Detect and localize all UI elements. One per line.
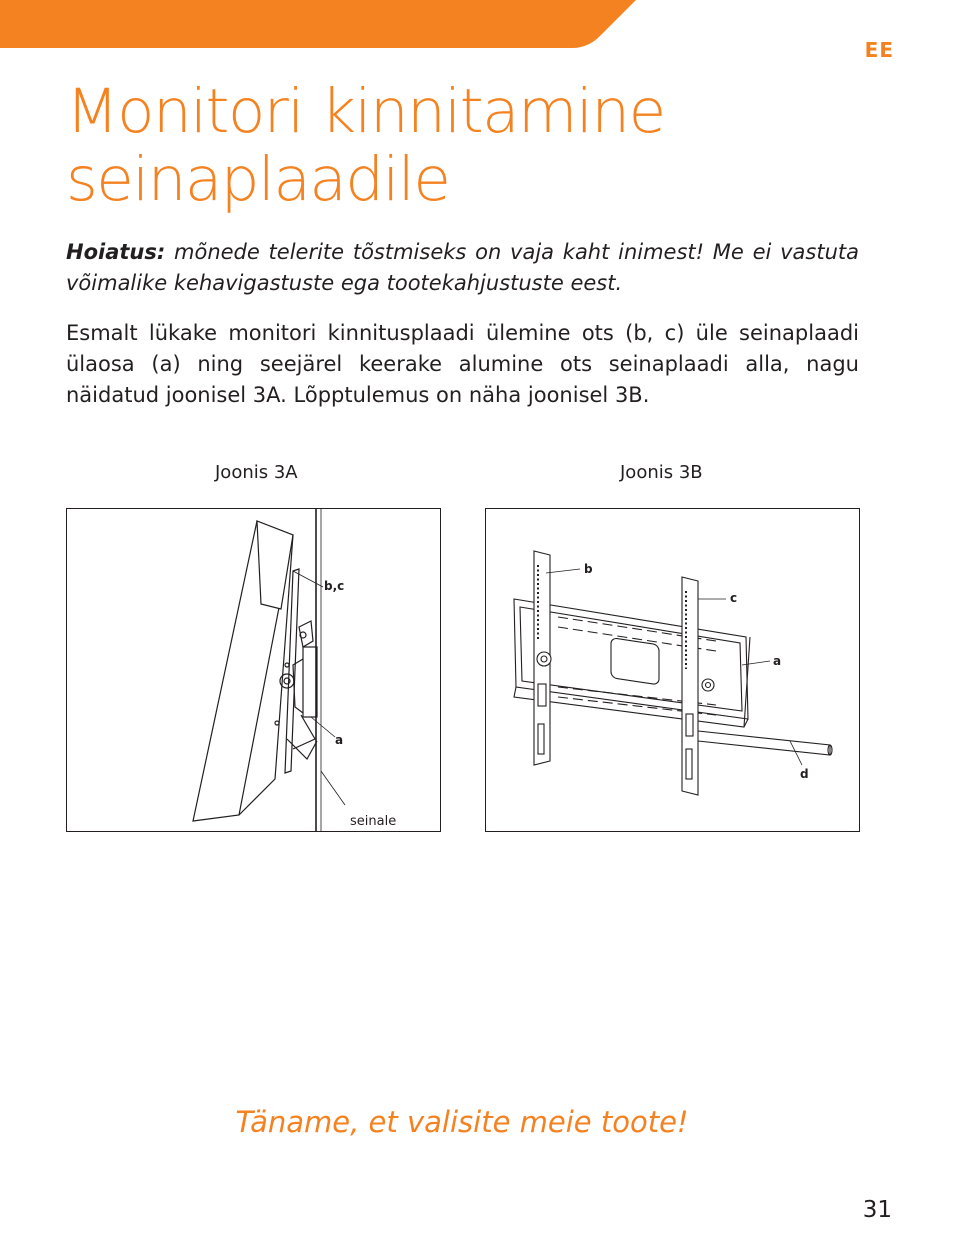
figure-3a-drawing — [67, 509, 440, 831]
language-code: EE — [864, 38, 894, 62]
label-b: b — [584, 562, 593, 576]
label-a: a — [773, 654, 782, 668]
figure-3b-drawing — [486, 509, 859, 831]
label-b-c: b,c — [324, 579, 345, 593]
title-line-1: Monitori kinnitamine — [66, 76, 665, 147]
figure-3a-caption: Joonis 3A — [215, 462, 298, 483]
label-wall: seinale — [350, 814, 397, 829]
instructions-paragraph: Esmalt lükake monitori kinnitusplaadi ülemine ots (b, c) üle seinaplaadi ülaosa (a) ning seejärel keerake alumine ots seinaplaadi alla, nagu näidatud joonisel 3A. Lõpptulemus on näha joonisel 3B. — [66, 321, 859, 407]
warning-label: Hoiatus: — [66, 240, 166, 264]
figure-3b-caption: Joonis 3B — [620, 462, 703, 483]
label-a: a — [335, 733, 344, 747]
warning-text: mõnede telerite tõstmiseks on vaja kaht inimest! Me ei vastuta võimalike kehavigastuste ega tootekahjustuste eest. — [66, 240, 859, 295]
label-d: d — [800, 767, 809, 781]
label-c: c — [730, 591, 738, 605]
page-number: 31 — [862, 1197, 892, 1223]
figure-3b — [485, 508, 860, 832]
figure-3a — [66, 508, 441, 832]
top-orange-banner — [0, 0, 640, 50]
thank-you-message: Täname, et valisite meie toote! — [235, 1105, 689, 1139]
title-line-2: seinaplaadile — [66, 144, 450, 215]
warning-paragraph — [66, 237, 859, 299]
page-title — [66, 78, 886, 214]
